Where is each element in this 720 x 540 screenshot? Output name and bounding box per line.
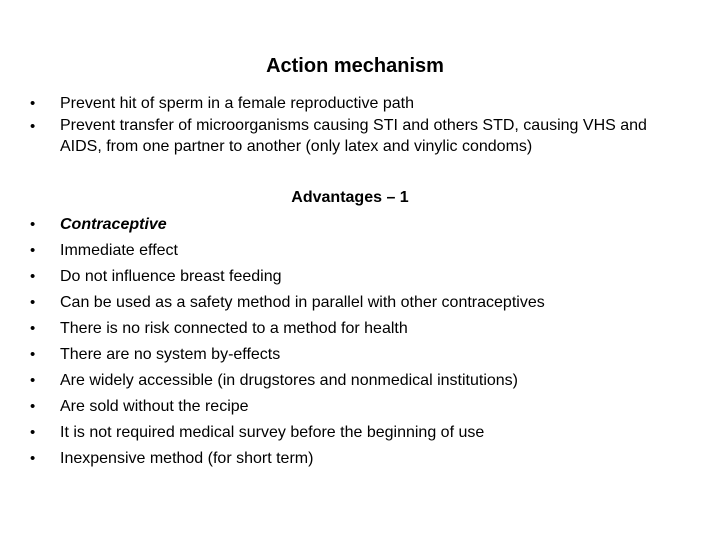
bullet: • — [30, 450, 36, 467]
bullet: • — [30, 95, 36, 112]
bullet: • — [30, 346, 36, 363]
bullet: • — [30, 320, 36, 337]
bullet: • — [30, 216, 36, 233]
list-item — [0, 92, 660, 115]
list-item-text: Inexpensive method (for short term) — [60, 450, 314, 467]
list-item — [0, 342, 660, 368]
list-item-text: Are widely accessible (in drugstores and nonmedical institutions) — [60, 372, 518, 389]
list-item-text: Are sold without the recipe — [60, 398, 249, 415]
list-item — [0, 446, 660, 472]
list-item — [0, 264, 660, 290]
list-item-text: Can be used as a safety method in parallel with other contraceptives — [60, 294, 545, 311]
list-item-text: There is no risk connected to a method for health — [60, 320, 408, 337]
list-item — [0, 394, 660, 420]
bullet: • — [30, 372, 36, 389]
bullet: • — [30, 268, 36, 285]
list-item-text: Immediate effect — [60, 242, 178, 259]
bullet: • — [30, 242, 36, 259]
list-item — [0, 290, 660, 316]
list-item-text: Do not influence breast feeding — [60, 268, 282, 285]
advantages-list — [0, 212, 660, 472]
bullet: • — [30, 424, 36, 441]
list-item — [0, 212, 660, 238]
list-item — [0, 316, 660, 342]
slide-title: Action mechanism — [266, 55, 444, 77]
list-item — [0, 115, 660, 157]
list-item-text: Prevent transfer of microorganisms causing STI and others STD, causing VHS and AIDS, from one partner to another (only latex and vinylic condoms) — [60, 117, 647, 155]
list-item-text: It is not required medical survey before the beginning of use — [60, 424, 485, 441]
list-item-text: Prevent hit of sperm in a female reproductive path — [60, 95, 414, 112]
list-item — [0, 368, 660, 394]
bullet: • — [30, 118, 36, 135]
bullet: • — [30, 294, 36, 311]
list-item-text: Contraceptive — [60, 216, 167, 233]
bullet: • — [30, 398, 36, 415]
list-item — [0, 238, 660, 264]
mechanism-list — [0, 92, 660, 157]
list-item — [0, 420, 660, 446]
list-item-text: There are no system by-effects — [60, 346, 281, 363]
section-subtitle: Advantages – 1 — [291, 189, 409, 206]
